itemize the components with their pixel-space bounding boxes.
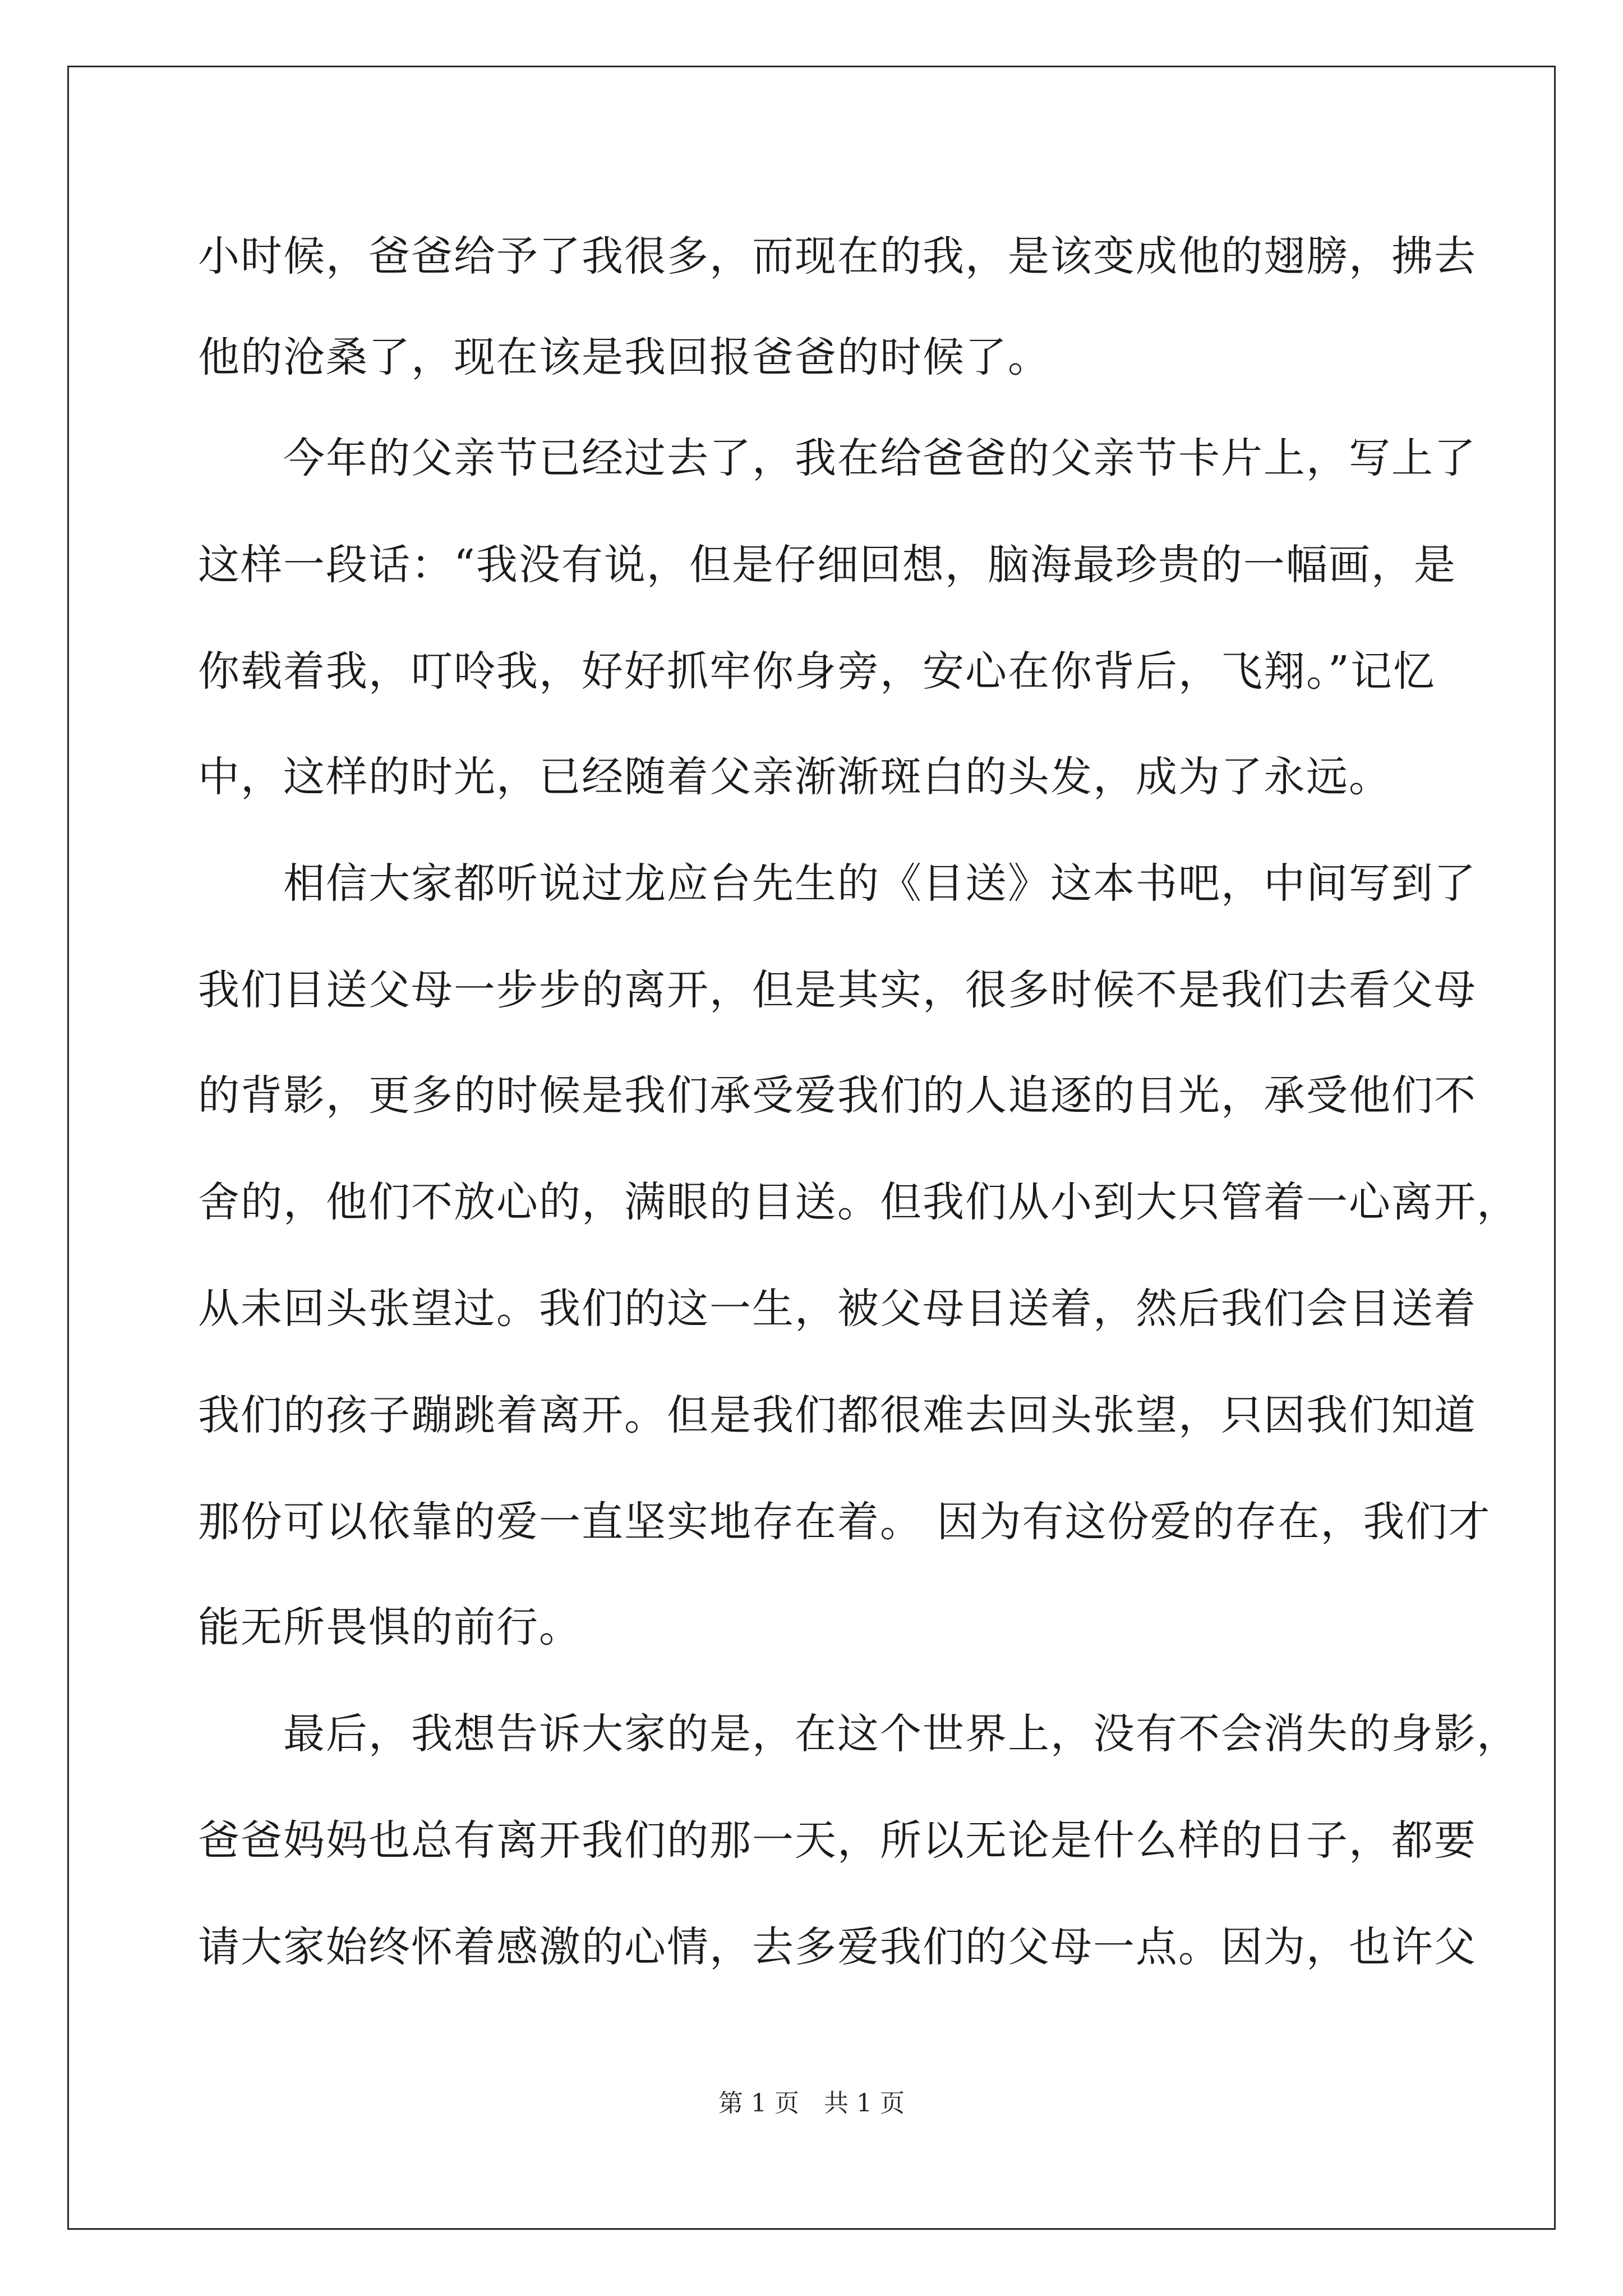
- text-line: 从未回头张望过。我们的这一生，被父母目送着，然后我们会目送着: [198, 1285, 1477, 1333]
- text-line: 的背影，更多的时候是我们承受爱我们的人追逐的目光，承受他们不: [198, 1071, 1477, 1120]
- text-line: 你载着我，叮呤我，好好抓牢你身旁，安心在你背后，飞翔。”记忆: [198, 647, 1436, 696]
- text-line: 中，这样的时光，已经随着父亲渐渐斑白的头发，成为了永远。: [198, 753, 1391, 801]
- text-line: 我们目送父母一步步的离开，但是其实，很多时候不是我们去看父母: [198, 966, 1477, 1014]
- text-line: 小时候，爸爸给予了我很多，而现在的我，是该变成他的翅膀，拂去: [198, 232, 1477, 280]
- text-line: 今年的父亲节已经过去了，我在给爸爸的父亲节卡片上，写上了: [198, 434, 1477, 482]
- text-line: 他的沧桑了，现在该是我回报爸爸的时候了。: [198, 333, 1050, 381]
- text-line: 爸爸妈妈也总有离开我们的那一天，所以无论是什么样的日子，都要: [198, 1816, 1477, 1865]
- text-line: 那份可以依靠的爱一直坚实地存在着。 因为有这份爱的存在，我们才: [198, 1498, 1491, 1546]
- page-border: [67, 66, 1556, 2230]
- text-line: 我们的孩子蹦跳着离开。但是我们都很难去回头张望，只因我们知道: [198, 1391, 1477, 1439]
- text-line: 舍的，他们不放心的，满眼的目送。但我们从小到大只管着一心离开，: [198, 1178, 1519, 1226]
- text-line: 相信大家都听说过龙应台先生的《目送》这本书吧，中间写到了: [198, 859, 1477, 908]
- text-line: 能无所畏惧的前行。: [198, 1603, 582, 1651]
- text-line: 请大家始终怀着感激的心情，去多爱我们的父母一点。因为，也许父: [198, 1923, 1477, 1971]
- text-line: 最后，我想告诉大家的是，在这个世界上，没有不会消失的身影，: [198, 1710, 1519, 1758]
- text-line: 这样一段话：“我没有说，但是仔细回想，脑海最珍贵的一幅画，是: [198, 541, 1456, 589]
- page-number: 第 1 页 共 1 页: [718, 2089, 905, 2118]
